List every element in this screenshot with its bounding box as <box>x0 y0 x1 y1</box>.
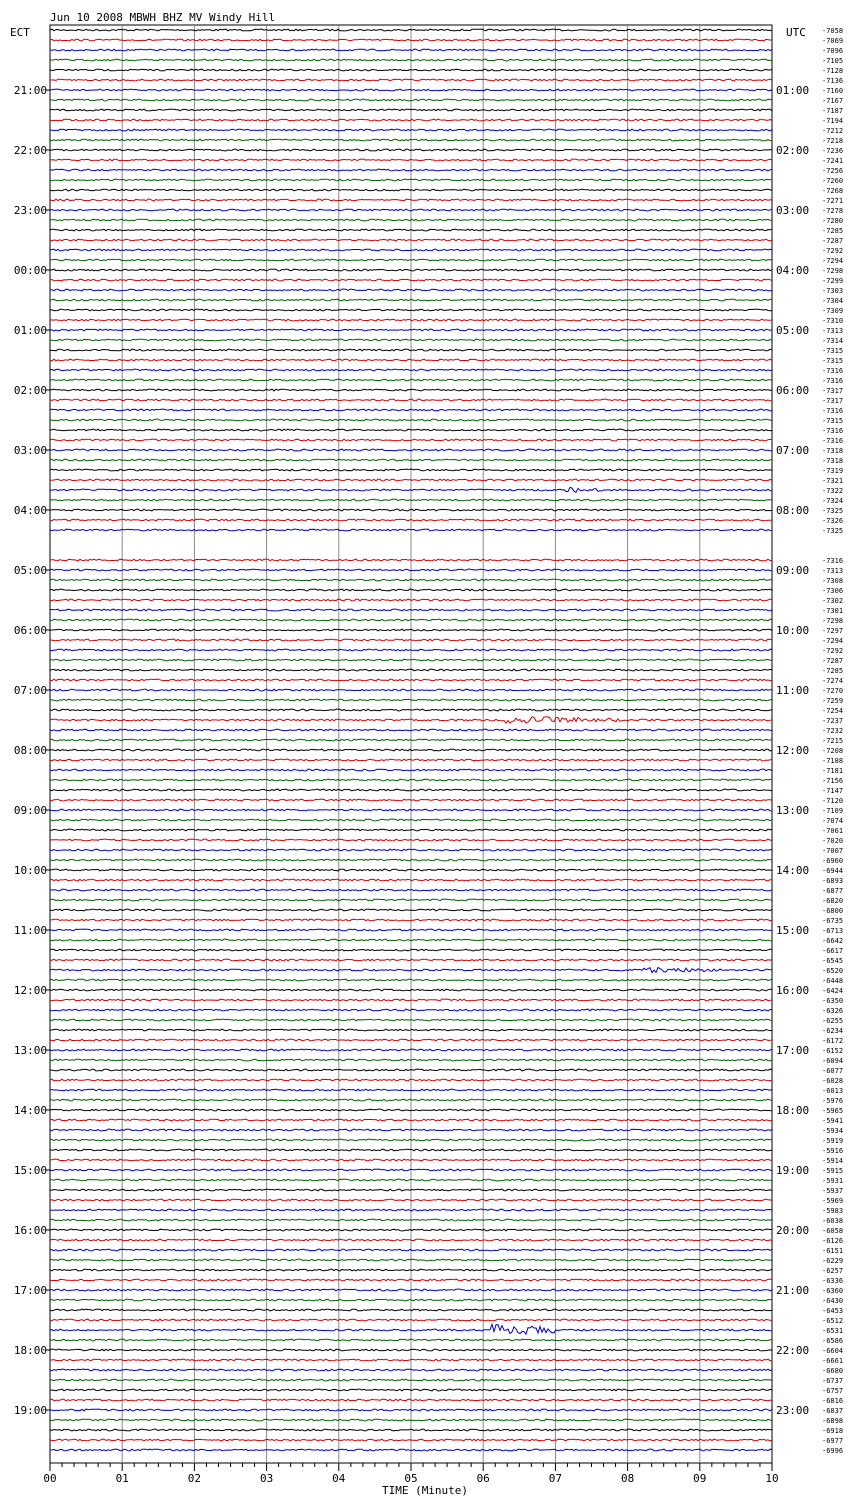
trace-offset-value: -5916 <box>822 1147 844 1155</box>
trace-offset-value: -7194 <box>822 117 844 125</box>
left-hour-axis <box>14 84 50 1417</box>
chart-title: Jun 10 2008 MBWH BHZ MV Windy Hill <box>50 11 276 24</box>
right-hour-label: 09:00 <box>776 564 810 577</box>
trace-offset-value: -7215 <box>822 737 844 745</box>
right-hour-label: 19:00 <box>776 1164 810 1177</box>
trace-offset-value: -7007 <box>822 847 844 855</box>
trace-offset-value: -6893 <box>822 877 844 885</box>
right-hour-label: 15:00 <box>776 924 810 937</box>
trace-offset-value: -6604 <box>822 1347 844 1355</box>
x-tick-label: 00 <box>43 1472 57 1485</box>
trace-offset-value: -7316 <box>822 557 844 565</box>
trace-offset-value: -7316 <box>822 407 844 415</box>
trace-offset-value: -6816 <box>822 1397 844 1405</box>
trace-offset-value: -7156 <box>822 777 844 785</box>
trace-offset-value: -6735 <box>822 917 844 925</box>
trace-offset-value: -7105 <box>822 57 844 65</box>
left-hour-label: 04:00 <box>13 504 47 517</box>
left-hour-label: 03:00 <box>13 444 47 457</box>
trace-offset-value: -6350 <box>822 997 844 1005</box>
trace-offset-value: -7302 <box>822 597 844 605</box>
trace-offset-value: -6837 <box>822 1407 844 1415</box>
left-hour-label: 10:00 <box>13 864 47 877</box>
trace-offset-value: -6800 <box>822 907 844 915</box>
trace-offset-value: -7299 <box>822 277 844 285</box>
trace-offset-value: -7321 <box>822 477 844 485</box>
trace-offset-value: -7292 <box>822 247 844 255</box>
trace-offset-value: -6977 <box>822 1437 844 1445</box>
trace-offset-value: -7316 <box>822 377 844 385</box>
x-tick-label: 09 <box>693 1472 707 1485</box>
trace-offset-value: -6531 <box>822 1327 844 1335</box>
right-hour-label: 18:00 <box>776 1104 810 1117</box>
left-timezone-label: ECT <box>10 26 30 39</box>
trace-offset-value: -7285 <box>822 667 844 675</box>
trace-offset-value: -6586 <box>822 1337 844 1345</box>
trace-offset-value: -7167 <box>822 97 844 105</box>
trace-offset-value: -7280 <box>822 217 844 225</box>
trace-offset-value: -6255 <box>822 1017 844 1025</box>
trace-offset-value: -6512 <box>822 1317 844 1325</box>
trace-offset-value: -6960 <box>822 857 844 865</box>
left-hour-label: 15:00 <box>13 1164 47 1177</box>
trace-offset-value: -7254 <box>822 707 844 715</box>
trace-offset-value: -5976 <box>822 1097 844 1105</box>
trace-offset-value: -7147 <box>822 787 844 795</box>
x-tick-label: 08 <box>620 1472 635 1485</box>
trace-offset-value: -6094 <box>822 1057 844 1065</box>
left-hour-label: 00:00 <box>13 264 47 277</box>
trace-offset-value: -7241 <box>822 157 844 165</box>
trace-offset-value: -7316 <box>822 427 844 435</box>
trace-offset-value: -7188 <box>822 757 844 765</box>
trace-offset-value: -7325 <box>822 507 844 515</box>
trace-offset-value: -5941 <box>822 1117 844 1125</box>
left-hour-label: 21:00 <box>13 84 47 97</box>
right-hour-label: 01:00 <box>776 84 810 97</box>
right-hour-label: 21:00 <box>776 1284 810 1297</box>
x-tick-label: 07 <box>548 1472 563 1485</box>
trace-offset-value: -6520 <box>822 967 844 975</box>
trace-offset-value: -6430 <box>822 1297 844 1305</box>
trace-offset-value: -5914 <box>822 1157 844 1165</box>
trace-offset-value: -7136 <box>822 77 844 85</box>
trace-offset-value: -6737 <box>822 1377 844 1385</box>
trace-offset-value: -7120 <box>822 797 844 805</box>
trace-offset-value: -7237 <box>822 717 844 725</box>
trace-offset-value: -6336 <box>822 1277 844 1285</box>
trace-offset-value: -7287 <box>822 657 844 665</box>
trace-offset-value: -6229 <box>822 1257 844 1265</box>
trace-offset-value: -6617 <box>822 947 844 955</box>
x-tick-label: 06 <box>476 1472 490 1485</box>
trace-offset-value: -7260 <box>822 177 844 185</box>
trace-offset-value: -7297 <box>822 627 844 635</box>
left-hour-label: 11:00 <box>13 924 47 937</box>
right-hour-label: 22:00 <box>776 1344 810 1357</box>
trace-offset-value: -7232 <box>822 727 844 735</box>
trace-offset-value: -7298 <box>822 267 844 275</box>
right-hour-label: 03:00 <box>776 204 810 217</box>
trace-offset-value: -7322 <box>822 487 844 495</box>
left-hour-label: 19:00 <box>13 1404 47 1417</box>
trace-offset-value: -7285 <box>822 227 844 235</box>
x-tick-label: 01 <box>115 1472 129 1485</box>
trace-offset-value: -6172 <box>822 1037 844 1045</box>
trace-offset-value: -7274 <box>822 677 844 685</box>
trace-offset-value: -7313 <box>822 327 844 335</box>
trace-offset-value: -6448 <box>822 977 844 985</box>
trace-offset-value: -7306 <box>822 587 844 595</box>
left-hour-label: 14:00 <box>13 1104 47 1117</box>
right-hour-label: 16:00 <box>776 984 810 997</box>
left-hour-label: 02:00 <box>13 384 47 397</box>
trace-offset-value: -7313 <box>822 567 844 575</box>
left-hour-label: 06:00 <box>13 624 47 637</box>
trace-offset-value: -7315 <box>822 357 844 365</box>
trace-offset-value: -6944 <box>822 867 844 875</box>
trace-offset-value: -6877 <box>822 887 844 895</box>
trace-offset-value: -7109 <box>822 807 844 815</box>
trace-offset-value: -6757 <box>822 1387 844 1395</box>
right-hour-label: 05:00 <box>776 324 810 337</box>
trace-offset-value: -6898 <box>822 1417 844 1425</box>
x-tick-label: 03 <box>259 1472 274 1485</box>
trace-offset-value: -5915 <box>822 1167 844 1175</box>
x-tick-label: 05 <box>404 1472 418 1485</box>
left-hour-label: 09:00 <box>13 804 47 817</box>
right-hour-label: 02:00 <box>776 144 810 157</box>
trace-offset-value: -7310 <box>822 317 844 325</box>
trace-offset-value: -6545 <box>822 957 844 965</box>
x-tick-label: 10 <box>765 1472 779 1485</box>
trace-offset-value: -7325 <box>822 527 844 535</box>
trace-offset-value: -7294 <box>822 257 844 265</box>
left-hour-label: 07:00 <box>13 684 47 697</box>
trace-offset-value: -7074 <box>822 817 844 825</box>
trace-offset-value: -7270 <box>822 687 844 695</box>
trace-offset-value: -5919 <box>822 1137 844 1145</box>
trace-offset-value: -6234 <box>822 1027 844 1035</box>
trace-offset-value: -7314 <box>822 337 844 345</box>
trace-offset-value: -7181 <box>822 767 844 775</box>
trace-offset-value: -7268 <box>822 187 844 195</box>
right-hour-label: 11:00 <box>776 684 810 697</box>
trace-offset-value: -5934 <box>822 1127 844 1135</box>
trace-offset-value: -6257 <box>822 1267 844 1275</box>
trace-offset-value: -7303 <box>822 287 844 295</box>
trace-offset-value: -7298 <box>822 617 844 625</box>
trace-offset-value: -7308 <box>822 577 844 585</box>
trace-offset-value: -7020 <box>822 837 844 845</box>
trace-offset-value: -5969 <box>822 1197 844 1205</box>
left-hour-label: 23:00 <box>13 204 47 217</box>
trace-offset-value: -7208 <box>822 747 844 755</box>
trace-offset-value: -6918 <box>822 1427 844 1435</box>
left-hour-label: 05:00 <box>13 564 47 577</box>
trace-offset-value: -6424 <box>822 987 844 995</box>
right-hour-label: 12:00 <box>776 744 810 757</box>
trace-offset-value: -6038 <box>822 1217 844 1225</box>
trace-offset-value: -7301 <box>822 607 844 615</box>
trace-offset-value: -6152 <box>822 1047 844 1055</box>
trace-offset-value: -5983 <box>822 1207 844 1215</box>
trace-offset-value: -7309 <box>822 307 844 315</box>
trace-offset-value: -7294 <box>822 637 844 645</box>
trace-offset-value: -7317 <box>822 397 844 405</box>
trace-offset-value: -6360 <box>822 1287 844 1295</box>
left-hour-label: 13:00 <box>13 1044 47 1057</box>
trace-offset-value: -7316 <box>822 437 844 445</box>
right-hour-label: 06:00 <box>776 384 810 397</box>
trace-offset-value: -7259 <box>822 697 844 705</box>
trace-offset-value: -5931 <box>822 1177 844 1185</box>
right-hour-label: 13:00 <box>776 804 810 817</box>
trace-offset-labels <box>822 27 843 1455</box>
trace-offset-value: -7316 <box>822 367 844 375</box>
right-hour-label: 20:00 <box>776 1224 810 1237</box>
trace-offset-value: -6151 <box>822 1247 844 1255</box>
left-hour-label: 12:00 <box>13 984 47 997</box>
left-hour-label: 08:00 <box>13 744 47 757</box>
trace-offset-value: -7069 <box>822 37 844 45</box>
right-hour-label: 04:00 <box>776 264 810 277</box>
trace-offset-value: -7324 <box>822 497 844 505</box>
right-hour-label: 17:00 <box>776 1044 810 1057</box>
trace-offset-value: -6713 <box>822 927 844 935</box>
right-hour-label: 23:00 <box>776 1404 810 1417</box>
trace-offset-value: -7292 <box>822 647 844 655</box>
trace-offset-value: -7304 <box>822 297 844 305</box>
trace-offset-value: -7096 <box>822 47 844 55</box>
trace-offset-value: -7061 <box>822 827 844 835</box>
trace-offset-value: -6058 <box>822 1227 844 1235</box>
x-axis-label: TIME (Minute) <box>381 1484 469 1497</box>
trace-offset-value: -7287 <box>822 237 844 245</box>
left-hour-label: 01:00 <box>13 324 47 337</box>
right-hour-label: 14:00 <box>776 864 810 877</box>
trace-offset-value: -6077 <box>822 1067 844 1075</box>
trace-offset-value: -7160 <box>822 87 844 95</box>
trace-offset-value: -7187 <box>822 107 844 115</box>
trace-offset-value: -5965 <box>822 1107 844 1115</box>
trace-offset-value: -7317 <box>822 387 844 395</box>
left-hour-label: 18:00 <box>13 1344 47 1357</box>
trace-offset-value: -7278 <box>822 207 844 215</box>
trace-offset-value: -7315 <box>822 347 844 355</box>
trace-offset-value: -6661 <box>822 1357 844 1365</box>
trace-offset-value: -7058 <box>822 27 844 35</box>
trace-offset-value: -6453 <box>822 1307 844 1315</box>
trace-offset-value: -6326 <box>822 1007 844 1015</box>
trace-offset-value: -7236 <box>822 147 844 155</box>
trace-offset-value: -6820 <box>822 897 844 905</box>
x-axis <box>43 1463 778 1485</box>
left-hour-label: 16:00 <box>13 1224 47 1237</box>
trace-offset-value: -7318 <box>822 447 844 455</box>
x-tick-label: 02 <box>187 1472 202 1485</box>
trace-offset-value: -7212 <box>822 127 844 135</box>
trace-offset-value: -6028 <box>822 1077 844 1085</box>
trace-offset-value: -7315 <box>822 417 844 425</box>
trace-offset-value: -7318 <box>822 457 844 465</box>
trace-offset-value: -6013 <box>822 1087 844 1095</box>
trace-offset-value: -7256 <box>822 167 844 175</box>
trace-offset-value: -7326 <box>822 517 844 525</box>
right-hour-label: 10:00 <box>776 624 810 637</box>
trace-offset-value: -6642 <box>822 937 844 945</box>
right-hour-label: 07:00 <box>776 444 810 457</box>
x-tick-label: 04 <box>332 1472 346 1485</box>
trace-offset-value: -7271 <box>822 197 844 205</box>
left-hour-label: 22:00 <box>13 144 47 157</box>
right-hour-label: 08:00 <box>776 504 810 517</box>
trace-offset-value: -6996 <box>822 1447 844 1455</box>
right-timezone-label: UTC <box>786 26 806 39</box>
trace-offset-value: -7128 <box>822 67 844 75</box>
trace-offset-value: -7319 <box>822 467 844 475</box>
trace-offset-value: -6680 <box>822 1367 844 1375</box>
left-hour-label: 17:00 <box>13 1284 47 1297</box>
trace-offset-value: -6126 <box>822 1237 844 1245</box>
right-hour-axis <box>776 84 809 1417</box>
trace-offset-value: -7218 <box>822 137 844 145</box>
trace-offset-value: -5937 <box>822 1187 844 1195</box>
